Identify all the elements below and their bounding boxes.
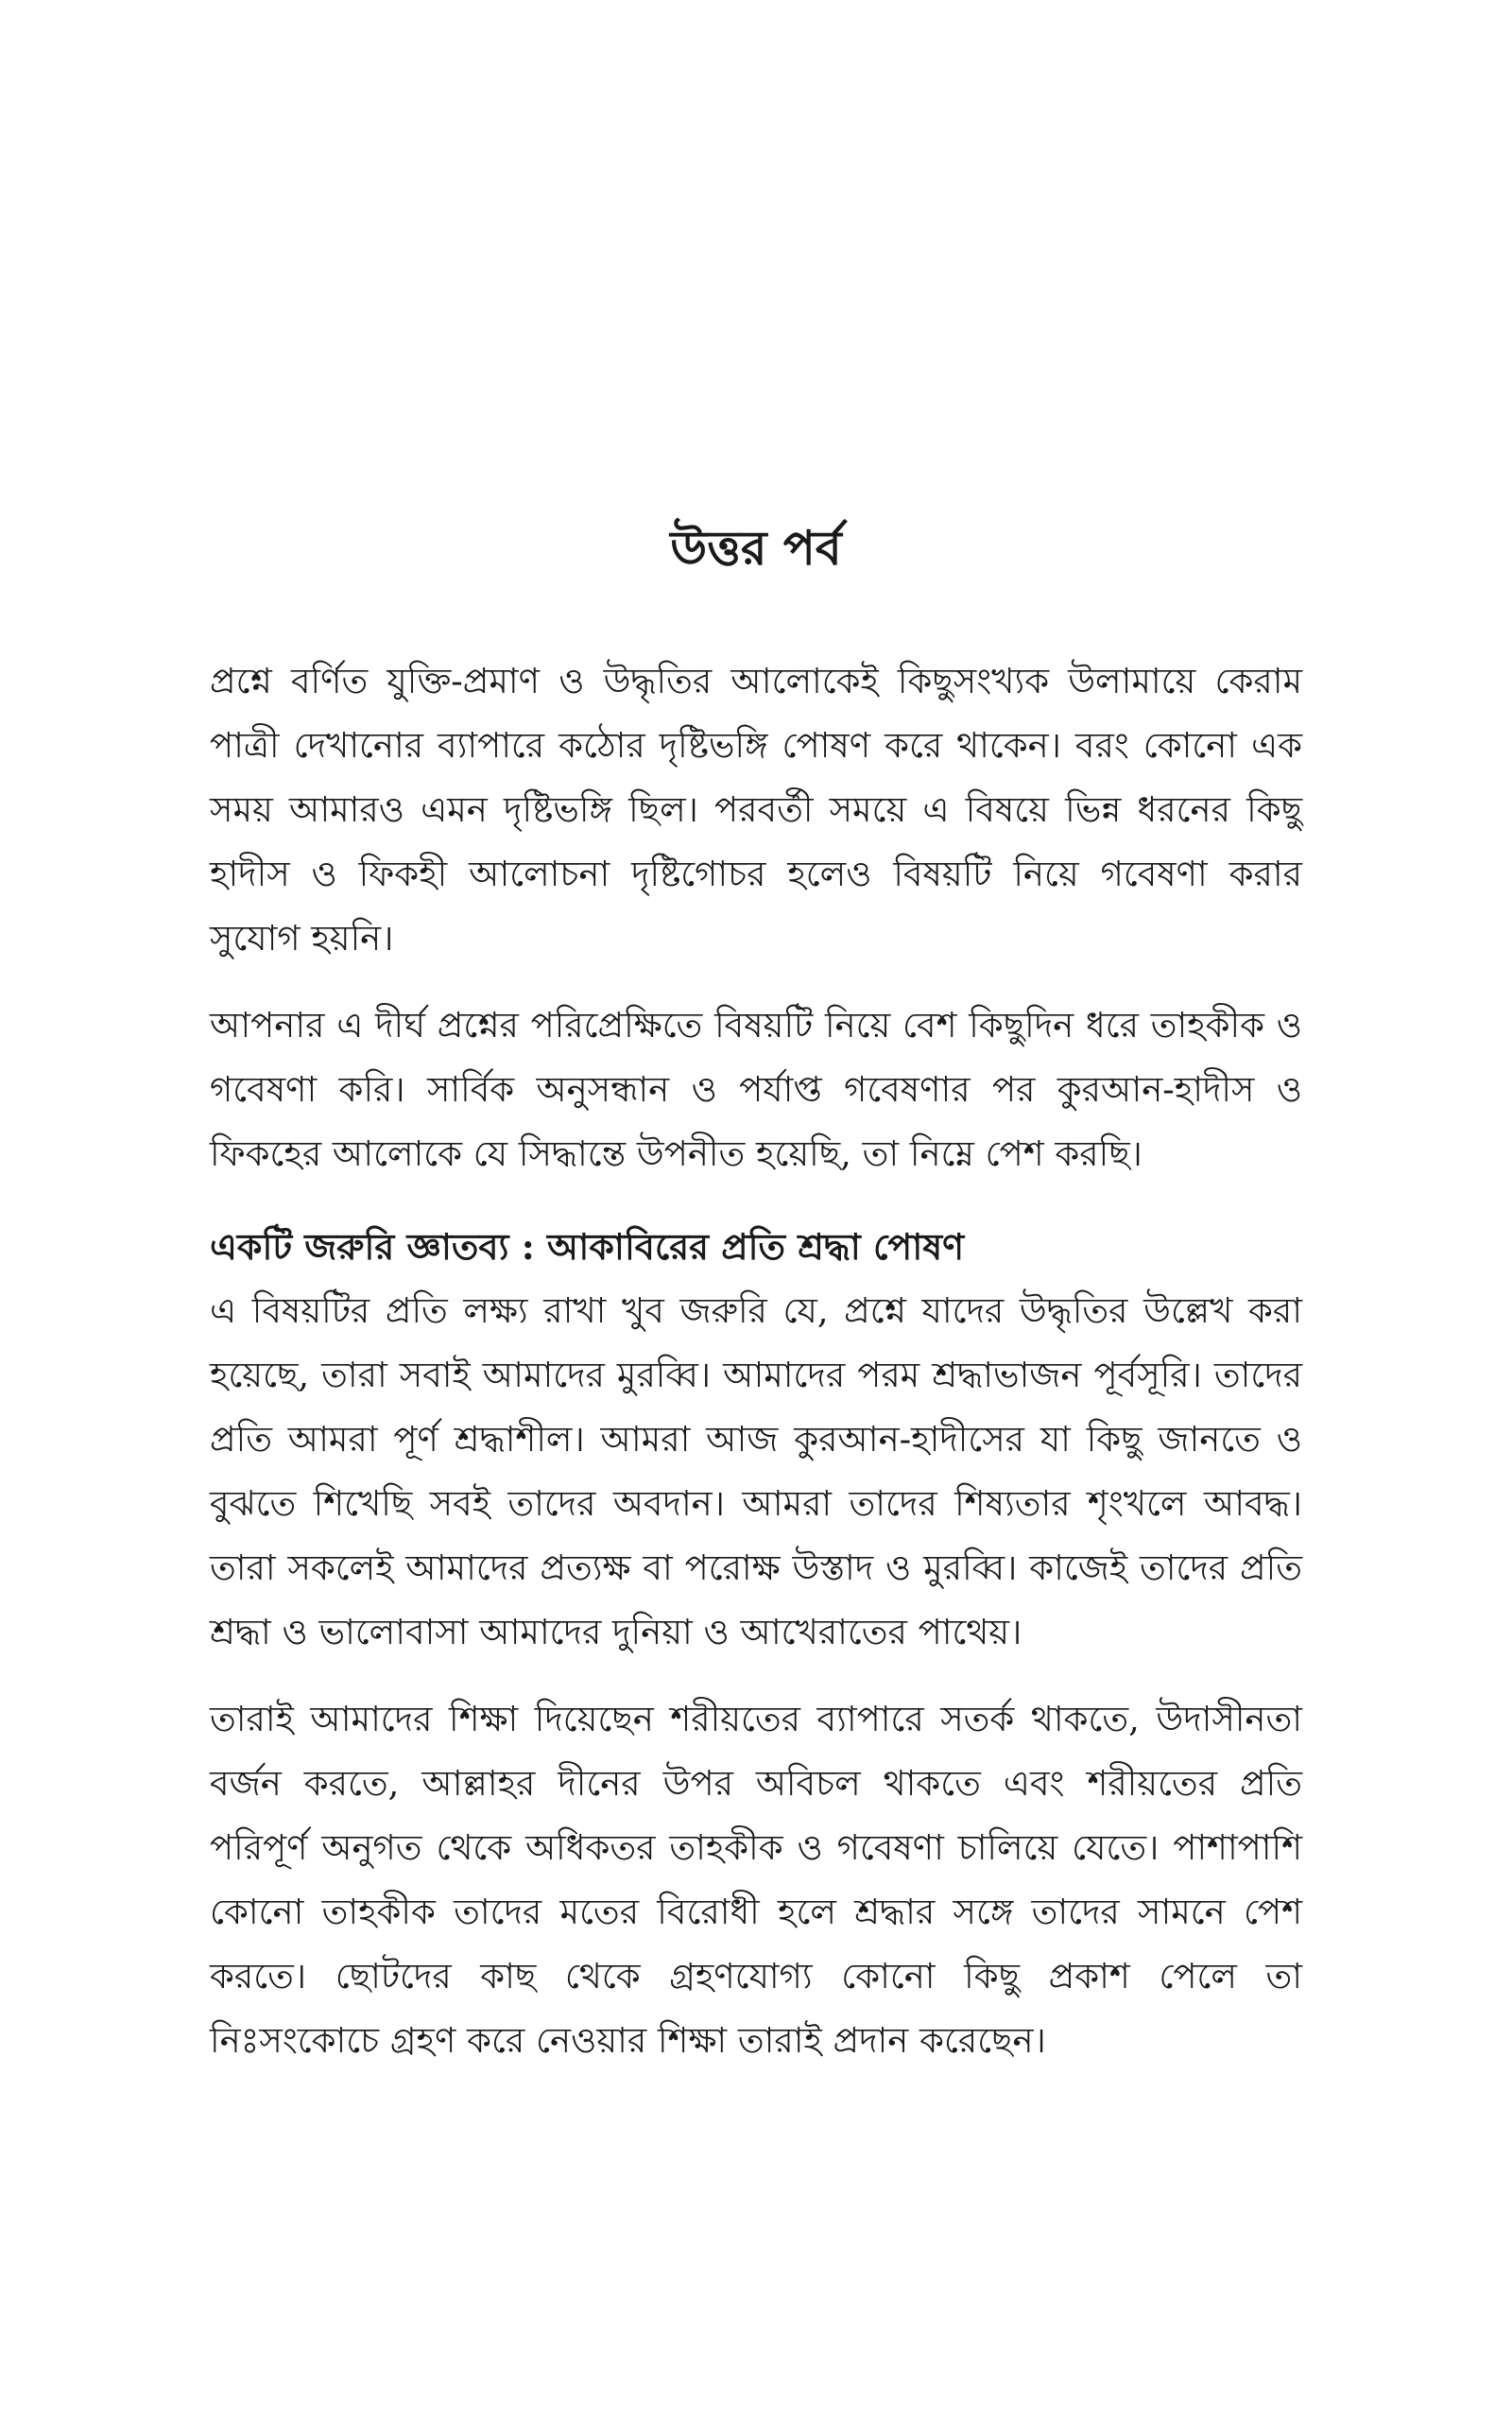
paragraph-3: এ বিষয়টির প্রতি লক্ষ্য রাখা খুব জরুরি যে, প্রশ্নে যাদের উদ্ধৃতির উল্লেখ করা হয়েছে, তারা সবাই আমাদের মুরব্বি। আমাদের পরম শ্রদ্ধাভাজন পূর্বসূরি। তাদের প্রতি আমরা পূর্ণ শ্রদ্ধাশীল। আমরা আজ কুরআন-হাদীসের যা কিছু জানতে ও বুঝতে শিখেছি সবই তাদের অবদান। আমরা তাদের শিষ্যতার শৃংখলে আবদ্ধ। তারা সকলেই আমাদের প্রত্যক্ষ বা পরোক্ষ উস্তাদ ও মুরব্বি। কাজেই তাদের প্রতি শ্রদ্ধা ও ভালোবাসা আমাদের দুনিয়া ও আখেরাতের পাথেয়। bbox=[210, 1290, 1302, 1652]
page-content bbox=[210, 515, 1302, 2096]
paragraph-2: আপনার এ দীর্ঘ প্রশ্নের পরিপ্রেক্ষিতে বিষয়টি নিয়ে বেশ কিছুদিন ধরে তাহকীক ও গবেষণা করি। সার্বিক অনুসন্ধান ও পর্যাপ্ত গবেষণার পর কুরআন-হাদীস ও ফিকহের আলোকে যে সিদ্ধান্তে উপনীত হয়েছি, তা নিম্নে পেশ করছি। bbox=[210, 1005, 1302, 1174]
paragraph-4: তারাই আমাদের শিক্ষা দিয়েছেন শরীয়তের ব্যাপারে সতর্ক থাকতে, উদাসীনতা বর্জন করতে, আল্লাহর দীনের উপর অবিচল থাকতে এবং শরীয়তের প্রতি পরিপূর্ণ অনুগত থেকে অধিকতর তাহকীক ও গবেষণা চালিয়ে যেতে। পাশাপাশি কোনো তাহকীক তাদের মতের বিরোধী হলে শ্রদ্ধার সঙ্গে তাদের সামনে পেশ করতে। ছোটদের কাছ থেকে গ্রহণযোগ্য কোনো কিছু প্রকাশ পেলে তা নিঃসংকোচে গ্রহণ করে নেওয়ার শিক্ষা তারাই প্রদান করেছেন। bbox=[210, 1699, 1302, 2061]
section-heading: একটি জরুরি জ্ঞাতব্য : আকাবিরের প্রতি শ্রদ্ধা পোষণ bbox=[210, 1225, 965, 1268]
page-title: উত্তর পর্ব bbox=[670, 520, 842, 576]
paragraph-1: প্রশ্নে বর্ণিত যুক্তি-প্রমাণ ও উদ্ধৃতির আলোকেই কিছুসংখ্যক উলামায়ে কেরাম পাত্রী দেখানোর ব্যাপারে কঠোর দৃষ্টিভঙ্গি পোষণ করে থাকেন। বরং কোনো এক সময় আমারও এমন দৃষ্টিভঙ্গি ছিল। পরবর্তী সময়ে এ বিষয়ে ভিন্ন ধরনের কিছু হাদীস ও ফিকহী আলোচনা দৃষ্টিগোচর হলেও বিষয়টি নিয়ে গবেষণা করার সুযোগ হয়নি। bbox=[210, 661, 1302, 959]
